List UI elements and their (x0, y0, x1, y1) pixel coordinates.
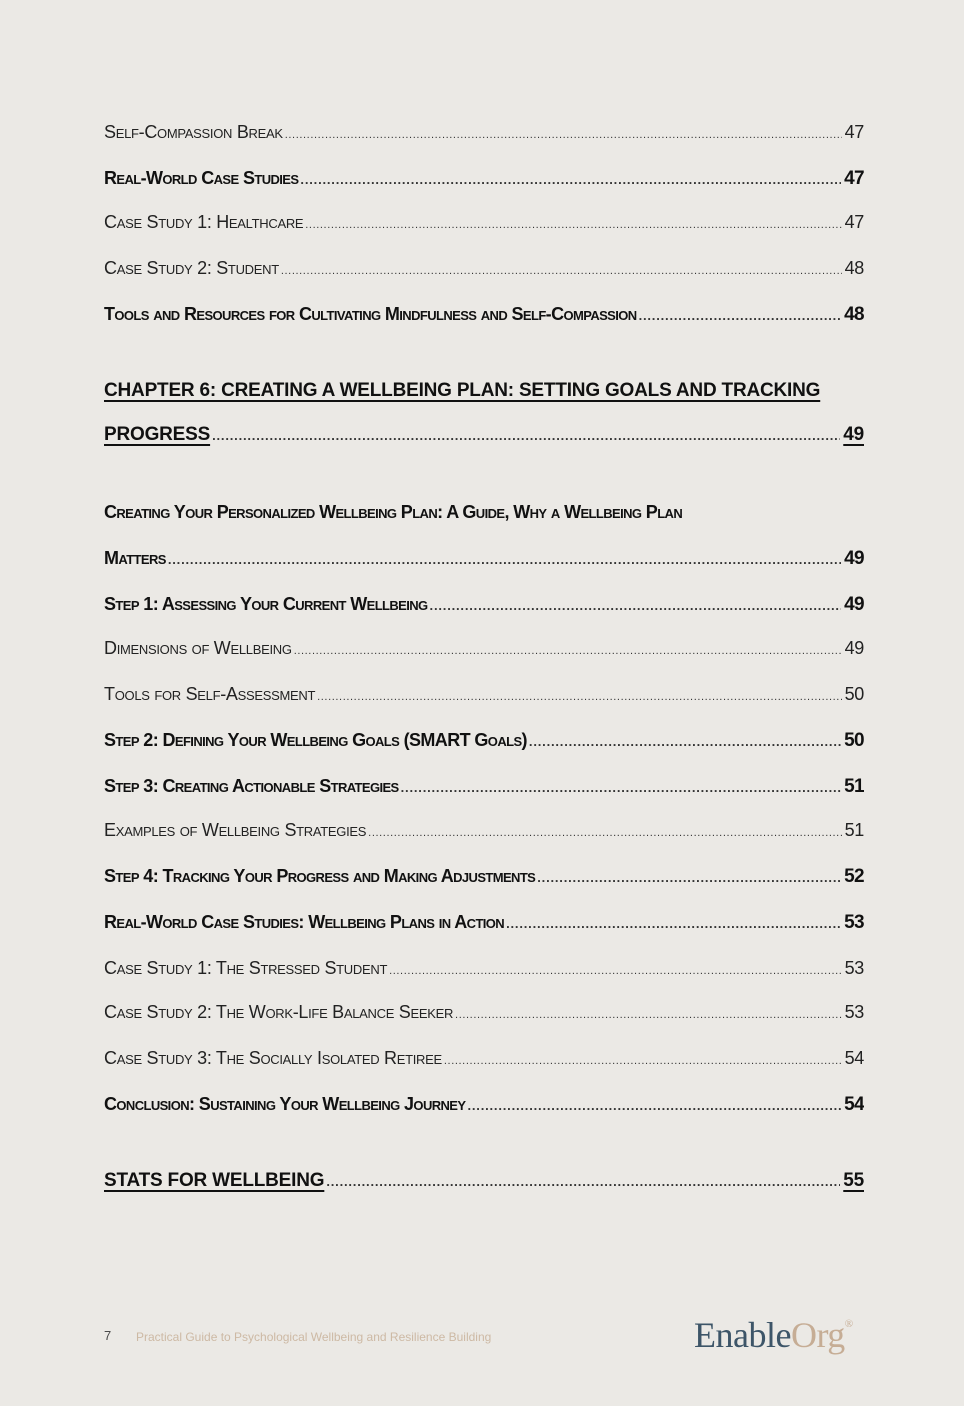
toc-entry-label: Tools and Resources for Cultivating Mindfulness and Self-Compassion (104, 304, 637, 324)
toc-entry-page: 48 (844, 304, 864, 325)
toc-entry-label: Case Study 1: Healthcare (104, 212, 304, 232)
toc-entry[interactable] (104, 638, 864, 659)
leader-dots (389, 965, 841, 977)
toc-entry-label: Step 1: Assessing Your Current Wellbeing (104, 594, 428, 614)
toc-entry[interactable] (104, 168, 864, 190)
leader-dots (506, 916, 841, 931)
leader-dots (444, 1055, 842, 1067)
toc-entry-page: 47 (844, 122, 864, 142)
leader-dots (467, 1098, 841, 1113)
toc-entry-page: 47 (844, 168, 864, 189)
toc-entry[interactable] (104, 1002, 864, 1023)
toc-entry[interactable] (104, 1048, 864, 1069)
toc-entry-page: 54 (844, 1094, 864, 1115)
plan-guide-entry[interactable] (104, 548, 864, 570)
enableorg-logo (694, 1314, 853, 1356)
toc-entry[interactable] (104, 912, 864, 934)
toc-entry-label: Case Study 2: The Work-Life Balance Seeker (104, 1002, 454, 1022)
toc-entry-page: 53 (844, 958, 864, 978)
leader-dots (294, 645, 842, 657)
toc-entry-page: 47 (844, 212, 864, 232)
leader-dots (212, 428, 840, 443)
leader-dots (300, 172, 841, 187)
toc-entry[interactable] (104, 304, 864, 326)
leader-dots (317, 691, 841, 703)
toc-entry[interactable] (104, 594, 864, 616)
plan-guide-line1[interactable]: Creating Your Personalized Wellbeing Plan: A Guide, Why a Wellbeing Plan (104, 502, 683, 522)
plan-guide-line2: Matters (104, 548, 166, 568)
toc-entry-label: Self-Compassion Break (104, 122, 283, 142)
toc-entry-page: 53 (844, 912, 864, 933)
toc-entry-label: Examples of Wellbeing Strategies (104, 820, 367, 840)
toc-entry-label: Tools for Self-Assessment (104, 684, 316, 704)
toc-entry-label: Step 3: Creating Actionable Strategies (104, 776, 399, 796)
leader-dots (368, 827, 841, 839)
logo-part-org: Org (790, 1315, 845, 1355)
stats-heading-label: STATS FOR WELLBEING (104, 1170, 325, 1191)
leader-dots (455, 1009, 842, 1021)
stats-heading[interactable] (104, 1170, 864, 1192)
toc-entry-label: Real-World Case Studies (104, 168, 299, 188)
logo-part-enable: Enable (694, 1315, 791, 1355)
toc-entry[interactable] (104, 730, 864, 752)
leader-dots (326, 1174, 840, 1189)
chapter-6-page: 49 (843, 424, 864, 445)
leader-dots (529, 734, 841, 749)
footer-title: Practical Guide to Psychological Wellbeing and Resilience Building (136, 1330, 492, 1344)
toc-entry-page: 48 (844, 258, 864, 278)
toc-entry-label: Step 4: Tracking Your Progress and Making Adjustments (104, 866, 536, 886)
toc-entry[interactable] (104, 212, 864, 233)
toc-entry-label: Case Study 2: Student (104, 258, 279, 278)
toc-entry-page: 53 (844, 1002, 864, 1022)
toc-entry[interactable] (104, 820, 864, 841)
footer-page-number: 7 (104, 1328, 112, 1343)
toc-entry[interactable] (104, 122, 864, 143)
stats-page: 55 (843, 1170, 864, 1191)
toc-entry[interactable] (104, 1094, 864, 1116)
toc-entry-label: Dimensions of Wellbeing (104, 638, 292, 658)
toc-entry-page: 54 (844, 1048, 864, 1068)
toc-entry[interactable] (104, 958, 864, 979)
toc-entry[interactable] (104, 258, 864, 279)
toc-entry-label: Conclusion: Sustaining Your Wellbeing Journey (104, 1094, 466, 1114)
chapter-6-heading-line1[interactable]: CHAPTER 6: CREATING A WELLBEING PLAN: SETTING GOALS AND TRACKING (104, 380, 821, 401)
toc-entry-label: Case Study 3: The Socially Isolated Retiree (104, 1048, 442, 1068)
plan-guide-page: 49 (844, 548, 864, 569)
toc-entry[interactable] (104, 684, 864, 705)
toc-entry-page: 50 (844, 684, 864, 704)
leader-dots (430, 598, 842, 613)
leader-dots (305, 219, 841, 231)
toc-entry-label: Case Study 1: The Stressed Student (104, 958, 388, 978)
chapter-6-heading[interactable] (104, 424, 864, 446)
toc-entry-page: 51 (844, 820, 864, 840)
leader-dots (639, 308, 842, 323)
toc-entry-page: 50 (844, 730, 864, 751)
toc-entry-label: Step 2: Defining Your Wellbeing Goals (SMART Goals) (104, 730, 527, 750)
leader-dots (401, 780, 841, 795)
toc-entry-page: 51 (844, 776, 864, 797)
toc-entry-page: 52 (844, 866, 864, 887)
toc-entry-page: 49 (844, 594, 864, 615)
leader-dots (537, 870, 841, 885)
chapter-6-heading-line2: PROGRESS (104, 424, 211, 445)
registered-mark-icon: ® (844, 1318, 853, 1330)
toc-entry[interactable] (104, 866, 864, 888)
leader-dots (285, 129, 842, 141)
leader-dots (281, 265, 842, 277)
leader-dots (168, 552, 841, 567)
toc-entry[interactable] (104, 776, 864, 798)
toc-entry-label: Real-World Case Studies: Wellbeing Plans in Action (104, 912, 505, 932)
toc-entry-page: 49 (844, 638, 864, 658)
